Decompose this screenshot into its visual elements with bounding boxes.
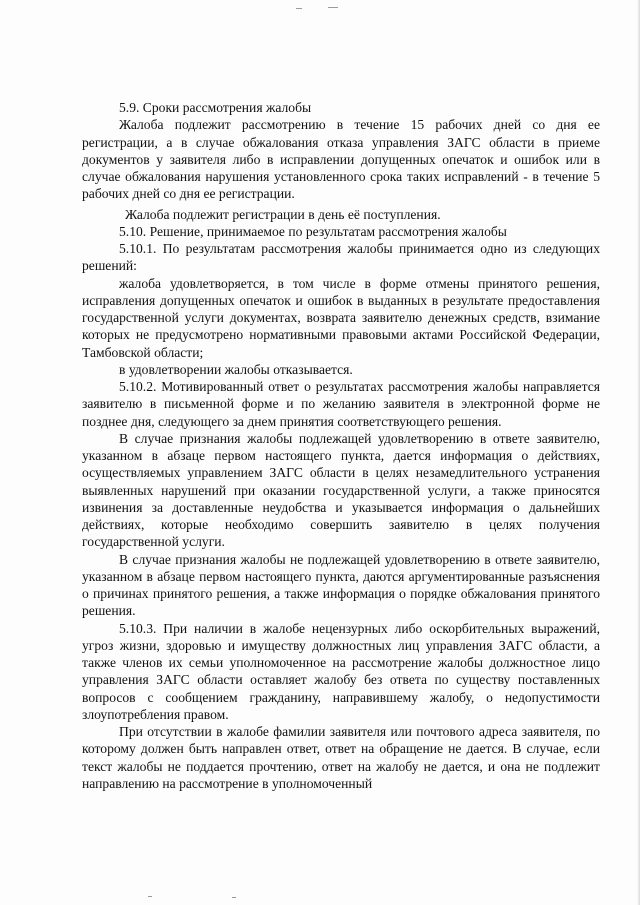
section-5-10-heading: 5.10. Решение, принимаемое по результатам рассмотрения жалобы (119, 223, 507, 239)
section-5-10-1: 5.10.1. По результатам рассмотрения жалобы принимается одно из следующих решений: (82, 241, 600, 274)
section-5-9-paragraph-1: Жалоба подлежит рассмотрению в течение 15 рабочих дней со дня ее регистрации, а в случае обжалования отказа управления ЗАГС области в приеме документов у заявителя либо в исправлении допущенных опечаток и ошибок или в случае обжалования нарушения установленного срока таких исправлений - в течение 5 рабочих дней со дня ее регистрации. (82, 117, 600, 202)
scan-artifact-top (296, 8, 302, 9)
section-5-10-2-paragraph-2: В случае признания жалобы подлежащей удовлетворению в ответе заявителю, указанном в абзаце первом настоящего пункта, дается информация о действиях, осуществляемых управлением ЗАГС области в целях незамедлительного устранения выявленных нарушений при оказании государственной услуги, а также приносятся извинения за доставленные неудобства и указывается информация о дальнейших действиях, которые необходимо совершить заявителю в целях получения государственной услуги. (82, 430, 600, 550)
section-5-10-3-paragraph-2: При отсутствии в жалобе фамилии заявителя или почтового адреса заявителя, по которому должен быть направлен ответ, ответ на обращение не дается. В случае, если текст жалобы не поддается прочтению, ответ на жалобу не дается, и она не подлежит направлению на рассмотрение в уполномоченный (82, 724, 600, 791)
document-body (82, 99, 600, 792)
section-5-10-2: 5.10.2. Мотивированный ответ о результатах рассмотрения жалобы направляется заявителю в письменной форме и по желанию заявителя в электронной форме не позднее дня, следующего за днем принятия соответствующего решения. (82, 379, 600, 429)
section-5-9-paragraph-2: Жалоба подлежит регистрации в день её поступления. (125, 206, 441, 222)
section-5-9-heading: 5.9. Сроки рассмотрения жалобы (119, 100, 312, 115)
section-5-10-2-paragraph-3: В случае признания жалобы не подлежащей удовлетворению в ответе заявителю, указанном в абзаце первом настоящего пункта, даются аргументированные разъяснения о причинах принятого решения, а также информация о порядке обжалования принятого решения. (82, 551, 600, 619)
scan-artifact-top-2 (328, 7, 338, 8)
scan-artifact-bottom (148, 896, 152, 897)
section-5-10-1-option-b: в удовлетворении жалобы отказывается. (119, 361, 353, 377)
scan-artifact-bottom-2 (232, 897, 236, 898)
section-5-10-1-option-a: жалоба удовлетворяется, в том числе в форме отмены принятого решения, исправления допущенных опечаток и ошибок в выданных в результате предоставления государственной услуги документах, возврата заявителю денежных средств, взимание которых не предусмотрено нормативными правовыми актами Российской Федерации, Тамбовской области; (82, 275, 600, 360)
section-5-10-3: 5.10.3. При наличии в жалобе нецензурных либо оскорбительных выражений, угроз жизни, здоровью и имуществу должностных лиц управления ЗАГС области, а также членов их семьи уполномоченное на рассмотрение жалобы должностное лицо управления ЗАГС области оставляет жалобу без ответа по существу поставленных вопросов с сообщением гражданину, направившему жалобу, о недопустимости злоупотребления правом. (82, 620, 600, 722)
